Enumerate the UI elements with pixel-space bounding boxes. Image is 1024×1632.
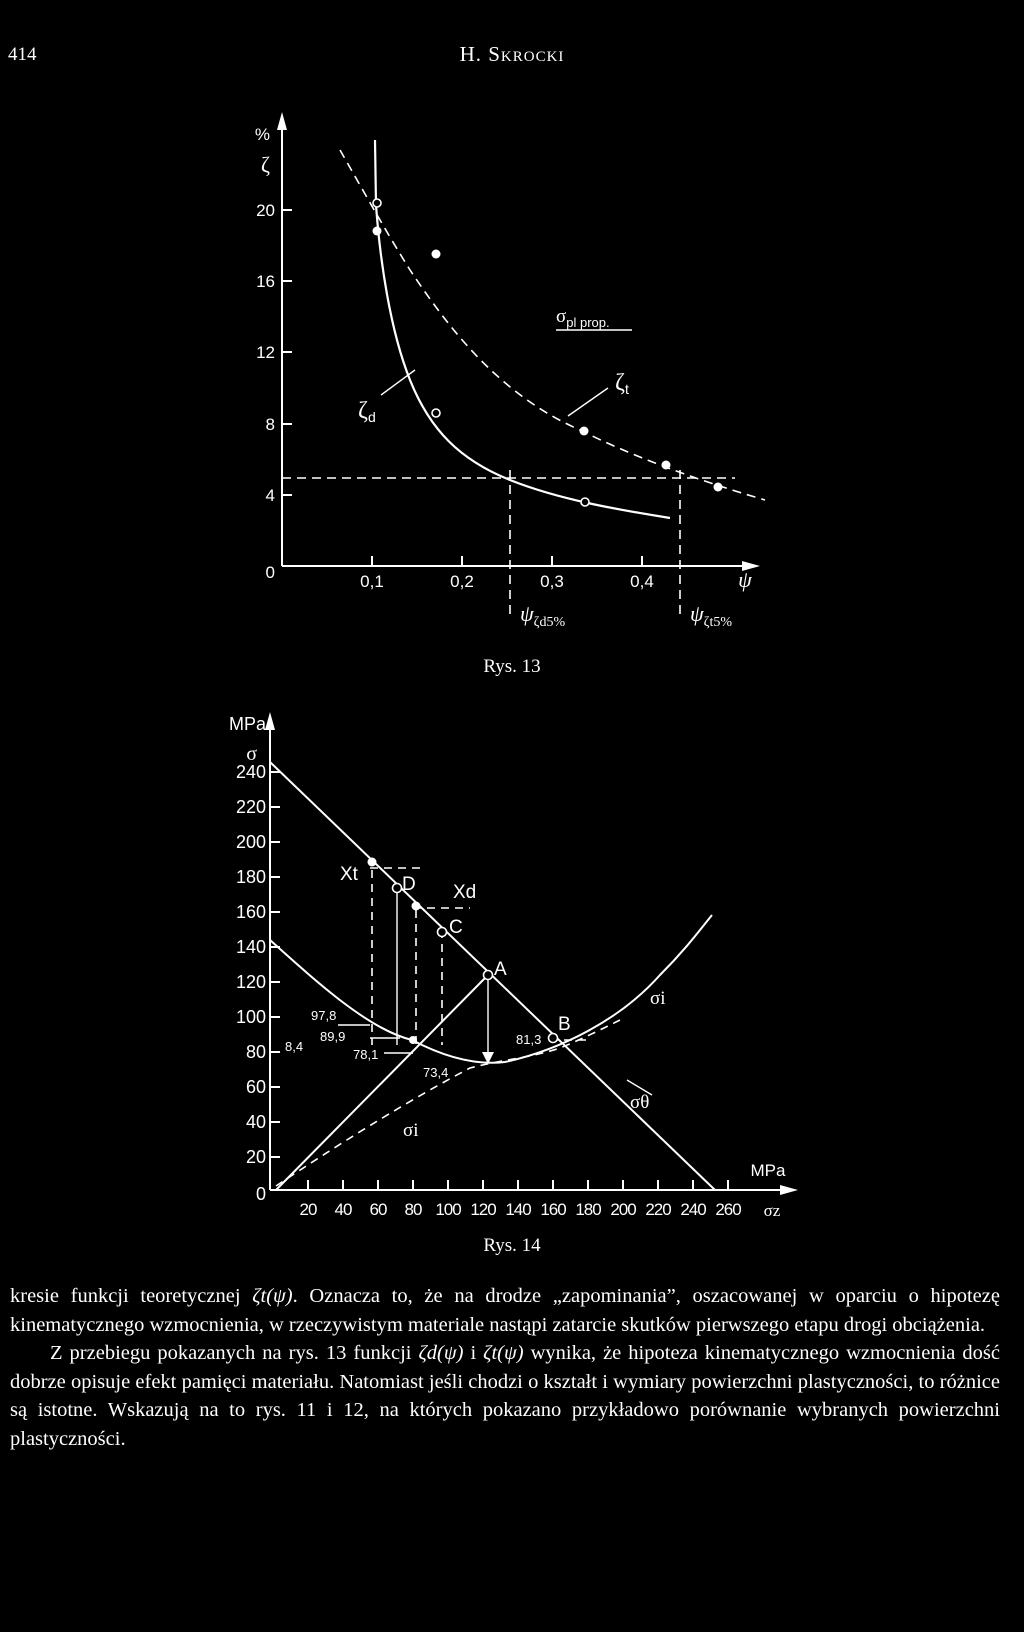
fig14-value-73-4: 73,4 xyxy=(423,1065,449,1080)
fig14-label-D: D xyxy=(402,874,416,895)
fig13-x-symbol: ψ xyxy=(738,567,752,592)
fig14-x-tick-180: 180 xyxy=(575,1200,601,1219)
fig14-y-arrow xyxy=(265,712,275,730)
fig13-label-psi-t: $\psi_{\zeta t5\%}$ xyxy=(690,601,733,630)
fig13-marker-filled xyxy=(432,250,441,259)
fig13-y-tick-12: 12 xyxy=(256,343,275,362)
fig13-marker-filled xyxy=(714,483,723,492)
figure-14 xyxy=(229,712,798,1220)
fig13-y-tick-4: 4 xyxy=(265,486,275,505)
fig14-x-tick-200: 200 xyxy=(610,1200,636,1219)
inline-math: ζd(ψ) xyxy=(418,1342,464,1364)
fig13-y-symbol: ζ xyxy=(260,152,270,177)
fig14-y-tick-80: 80 xyxy=(245,1042,266,1062)
fig14-curve-sigma-i-dashed xyxy=(276,1020,620,1186)
fig13-x-tick-0.3: 0,3 xyxy=(540,572,564,591)
fig14-x-arrow xyxy=(780,1185,798,1195)
fig14-marker-intersection xyxy=(409,1036,417,1044)
fig14-y-tick-40: 40 xyxy=(245,1112,266,1132)
fig14-value-97-8: 97,8 xyxy=(311,1008,337,1023)
fig14-x-tick-40: 40 xyxy=(334,1200,352,1219)
fig13-x-tick-marks xyxy=(372,556,642,566)
fig13-x-tick-0.1: 0,1 xyxy=(360,572,384,591)
fig13-label-psi-d: $\psi_{\zeta d5\%}$ xyxy=(520,601,566,630)
paragraph: Z przebiegu pokazanych na rys. 13 funkcji ζd(ψ) i ζt(ψ) wynika, że hipoteza kinematycznego wzmocnienia dość dobrze opisuje efekt pamięci materiału. Natomiast jeśli chodzi o kształt i wymiary powierzchni plastyczności, to różnice są istotne. Wskazują na to rys. 11 i 12, na których pokazano przykładowo porównanie wybranych powierzchni plastyczności. xyxy=(10,1342,1000,1450)
fig14-x-tick-20: 20 xyxy=(299,1200,317,1219)
fig14-value-8-4: 8,4 xyxy=(285,1039,304,1054)
fig14-value-89-9: 89,9 xyxy=(320,1029,346,1044)
fig13-marker-open xyxy=(373,199,381,207)
fig14-marker-Xt xyxy=(368,858,377,867)
fig13-leader-zeta-t xyxy=(568,388,608,416)
fig14-y-tick-200: 200 xyxy=(235,832,266,852)
fig13-x-tick-0.2: 0,2 xyxy=(450,572,474,591)
fig13-y-tick-16: 16 xyxy=(256,272,275,291)
fig14-label-sigma-theta: σθ xyxy=(630,1092,650,1113)
fig13-marker-filled xyxy=(662,461,671,470)
fig14-y-tick-60: 60 xyxy=(245,1077,266,1097)
fig14-x-symbol: σz xyxy=(763,1201,781,1220)
fig14-y-symbol: σ xyxy=(246,743,257,765)
fig13-y-unit: % xyxy=(254,125,270,144)
fig14-label-Xd: Xd xyxy=(453,882,477,903)
body-text xyxy=(10,1282,1000,1453)
fig13-y-tick-0: 0 xyxy=(265,563,275,582)
fig14-label-C: C xyxy=(449,917,463,938)
fig13-label-zeta-t: ζt xyxy=(615,370,629,397)
fig13-y-arrow xyxy=(277,112,287,130)
figure-13-caption: Rys. 13 xyxy=(483,656,541,677)
fig14-x-tick-60: 60 xyxy=(369,1200,387,1219)
fig13-curve-zeta-d xyxy=(375,140,670,518)
page-number: 414 xyxy=(8,44,37,65)
fig14-y-tick-180: 180 xyxy=(235,867,266,887)
figure-13 xyxy=(255,112,765,630)
fig14-x-tick-120: 120 xyxy=(470,1200,496,1219)
fig14-y-tick-20: 20 xyxy=(245,1147,266,1167)
fig14-marker-C xyxy=(438,928,447,937)
fig14-y-tick-100: 100 xyxy=(235,1007,266,1027)
fig13-curve-zeta-t xyxy=(340,150,765,500)
fig14-label-sigma-i-lower: σi xyxy=(403,1120,419,1141)
fig13-label-sigma-pl: $\sigma_{pl prop.}$ xyxy=(556,306,610,330)
fig14-marker-D xyxy=(393,884,402,893)
figure-14-caption: Rys. 14 xyxy=(483,1235,541,1256)
fig13-y-tick-marks xyxy=(282,210,292,495)
fig13-x-tick-0.4: 0,4 xyxy=(630,572,654,591)
fig13-marker-filled xyxy=(580,427,589,436)
fig13-marker-open xyxy=(432,409,440,417)
fig14-x-tick-marks xyxy=(308,1180,728,1190)
fig14-y-tick-220: 220 xyxy=(235,797,266,817)
fig13-y-tick-20: 20 xyxy=(256,201,275,220)
fig14-y-unit: MPa xyxy=(228,714,266,734)
fig14-x-tick-80: 80 xyxy=(404,1200,422,1219)
fig14-line-origin-to-A xyxy=(276,975,488,1190)
fig14-y-tick-0: 0 xyxy=(255,1184,266,1204)
fig14-y-tick-marks xyxy=(270,772,280,1157)
fig14-label-sigma-i-right: σi xyxy=(650,988,666,1009)
fig14-y-tick-160: 160 xyxy=(235,902,266,922)
fig14-marker-B xyxy=(549,1034,558,1043)
fig14-label-A: A xyxy=(494,959,507,980)
fig14-x-tick-260: 260 xyxy=(715,1200,741,1219)
fig14-value-78-1: 78,1 xyxy=(353,1047,379,1062)
fig14-label-Xt: Xt xyxy=(340,864,358,885)
fig14-marker-A xyxy=(484,971,493,980)
fig14-x-tick-140: 140 xyxy=(505,1200,531,1219)
fig13-y-tick-8: 8 xyxy=(265,415,275,434)
fig13-marker-filled xyxy=(373,227,382,236)
fig14-x-tick-160: 160 xyxy=(540,1200,566,1219)
fig14-label-B: B xyxy=(558,1014,571,1035)
fig14-y-tick-140: 140 xyxy=(235,937,266,957)
inline-math: ζt(ψ) xyxy=(483,1342,524,1364)
fig14-y-tick-120: 120 xyxy=(235,972,266,992)
fig14-x-tick-100: 100 xyxy=(435,1200,461,1219)
fig14-marker-Xd xyxy=(412,902,421,911)
fig14-x-unit: MPa xyxy=(750,1161,786,1180)
running-header-author: H. Skrocki xyxy=(459,42,565,66)
fig14-y-tick-240: 240 xyxy=(235,762,266,782)
paragraph: kresie funkcji teoretycznej ζt(ψ). Oznacza to, że na drodze „zapominania”, oszacowanej w oparciu o hipotezę kinematycznego wzmocnienia, w rzeczywistym materiale nastąpi zatarcie skutków pierwszego etapu drogi obciążenia. xyxy=(10,1285,1000,1336)
fig14-value-81-3: 81,3 xyxy=(516,1032,542,1047)
fig13-marker-open xyxy=(581,498,589,506)
inline-math: ζt(ψ) xyxy=(252,1285,293,1307)
fig14-x-tick-240: 240 xyxy=(680,1200,706,1219)
fig14-x-tick-220: 220 xyxy=(645,1200,671,1219)
fig13-label-zeta-d: ζd xyxy=(358,398,376,425)
